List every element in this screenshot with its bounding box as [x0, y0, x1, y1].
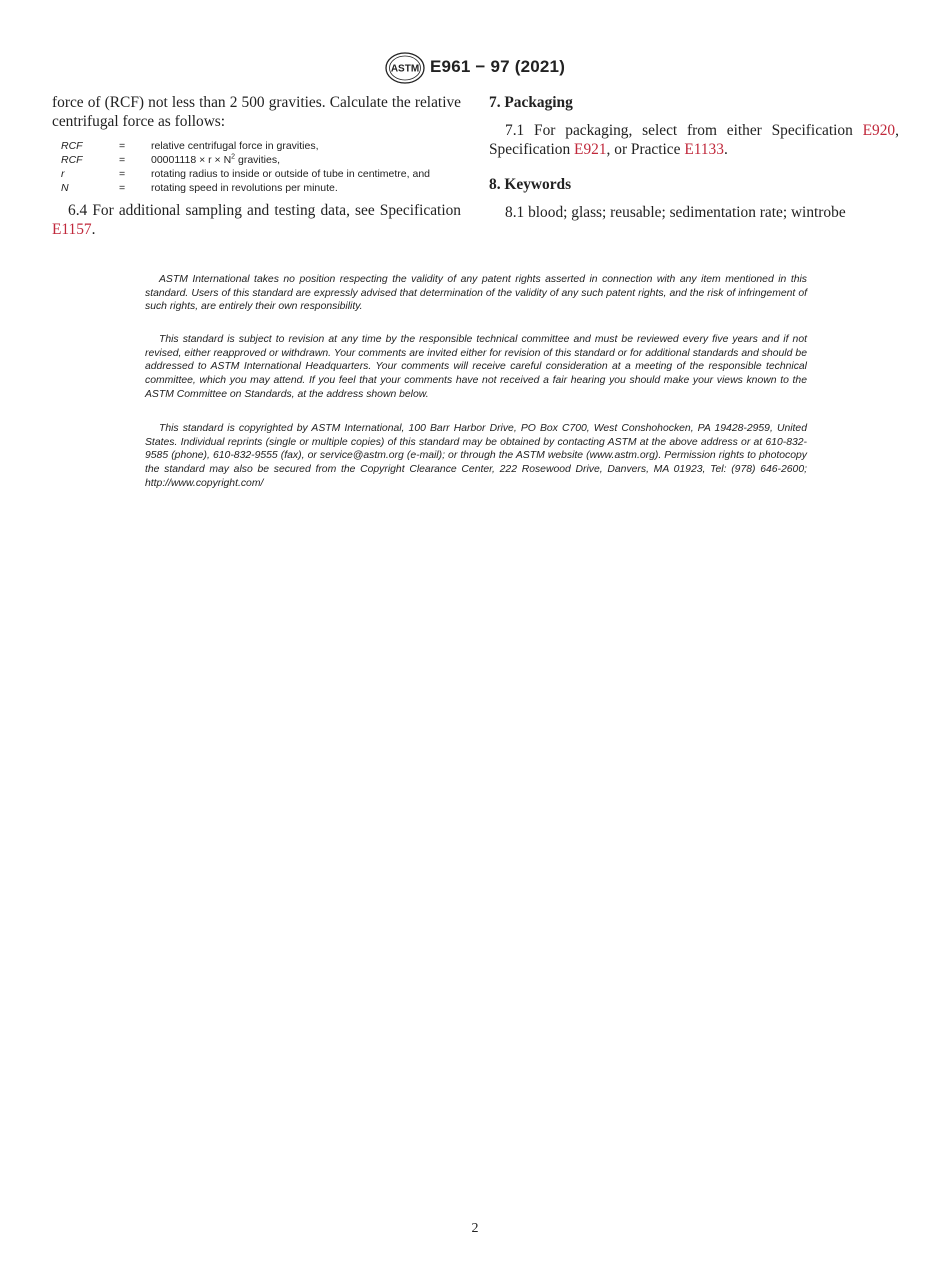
- copyright-notice-text: This standard is copyrighted by ASTM International, 100 Barr Harbor Drive, PO Box C700, West Conshohocken, PA 19428-2959, United States. Individual reprints (single or multiple copies) of this standard may be obtained by contacting ASTM at the above address or at 610-832-9585 (phone), 610-832-9555 (fax), or service@astm.org (e-mail); or through the ASTM website (www.astm.org). Permission rights to photocopy the standard may also be secured from the Copyright Clearance Center, 222 Rosewood Drive, Danvers, MA 01923, Tel: (978) 646-2600; http://www.copyright.com/: [145, 423, 807, 489]
- paragraph-7-1-text: , Specification: [489, 122, 899, 158]
- rcf-formula: [151, 153, 461, 167]
- section-7-heading: 7. Packaging: [489, 94, 573, 111]
- paragraph-7-1-period: .: [723, 141, 728, 158]
- definition-row: [61, 167, 461, 181]
- rcf-definitions: [61, 139, 461, 195]
- definition-symbol: RCF: [61, 140, 83, 152]
- paragraph-6-4-period: .: [91, 221, 96, 238]
- paragraph-7-1: [489, 121, 899, 159]
- page-number: 2: [471, 1221, 479, 1236]
- page-header: [0, 52, 950, 86]
- paragraph-7-1-text: , or Practice: [606, 141, 685, 158]
- link-e921[interactable]: E921: [574, 141, 607, 158]
- definition-row: [61, 139, 461, 153]
- document-designation: E961 − 97 (2021): [430, 57, 566, 76]
- formula-unit: gravities,: [235, 154, 281, 166]
- link-e1133[interactable]: E1133: [684, 141, 724, 158]
- right-column: [489, 93, 899, 222]
- definition-text: rotating speed in revolutions per minute.: [151, 182, 338, 194]
- paragraph-6-4: [52, 201, 461, 239]
- definition-text: relative centrifugal force in gravities,: [151, 140, 319, 152]
- definition-symbol: RCF: [61, 154, 83, 166]
- definition-text: rotating radius to inside or outside of tube in centimetre, and: [151, 168, 430, 180]
- patent-notice: [145, 273, 807, 314]
- formula-exponent: 2: [231, 153, 236, 161]
- revision-notice: [145, 333, 807, 402]
- definition-equals: =: [119, 140, 126, 152]
- formula-text: 00001118 × r × N: [151, 154, 232, 166]
- revision-notice-text: This standard is subject to revision at any time by the responsible technical committee and must be reviewed every five years and if not revised, either reapproved or withdrawn. Your comments are invited either for revision of this standard or for additional standards and should be addressed to ASTM International Headquarters. Your comments will receive careful consideration at a meeting of the responsible technical committee, which you may attend. If you feel that your comments have not received a fair hearing you should make your views known to the ASTM Committee on Standards, at the address shown below.: [145, 334, 807, 400]
- section-gap: [489, 159, 899, 175]
- paragraph-6-4-text: 6.4 For additional sampling and testing data, see Specification: [68, 202, 461, 219]
- definition-symbol: N: [61, 182, 69, 194]
- paragraph-8-1: 8.1 blood; glass; reusable; sedimentation rate; wintrobe: [505, 204, 846, 221]
- definition-equals: =: [119, 168, 126, 180]
- definition-equals: =: [119, 154, 126, 166]
- paragraph-7-1-text: 7.1 For packaging, select from either Specification: [505, 122, 863, 139]
- astm-logo: [384, 52, 426, 84]
- definition-symbol: r: [61, 168, 65, 180]
- paragraph-6-3-continued: force of (RCF) not less than 2 500 gravities. Calculate the relative centrifugal force as follows:: [52, 94, 461, 130]
- copyright-notice: [145, 422, 807, 491]
- definition-row: [61, 181, 461, 195]
- logo-text: ASTM: [390, 63, 420, 75]
- left-column: [52, 93, 461, 239]
- patent-notice-text: ASTM International takes no position respecting the validity of any patent rights asserted in connection with any item mentioned in this standard. Users of this standard are expressly advised that determination of the validity of any such patent rights, and the risk of infringement of such rights, are entirely their own responsibility.: [145, 274, 807, 313]
- definition-row: [61, 153, 461, 167]
- link-e1157[interactable]: E1157: [52, 221, 92, 238]
- definition-equals: =: [119, 182, 126, 194]
- section-8-heading: 8. Keywords: [489, 176, 572, 193]
- link-e920[interactable]: E920: [862, 122, 896, 139]
